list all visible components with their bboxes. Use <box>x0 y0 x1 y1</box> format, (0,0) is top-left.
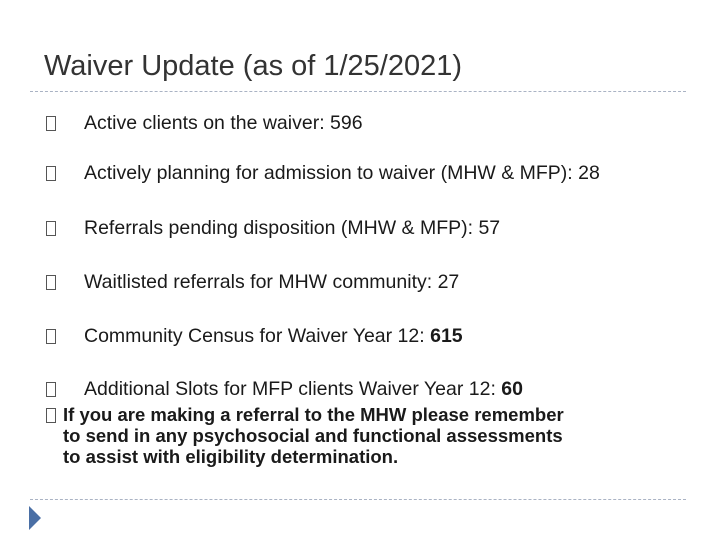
bullet-box-icon <box>46 166 56 181</box>
bullet-text <box>84 378 523 401</box>
title-divider <box>30 91 686 92</box>
bullet-value: 60 <box>501 378 523 400</box>
bullet-text: Active clients on the waiver: 596 <box>84 112 363 134</box>
bullet-box-icon <box>46 116 56 131</box>
note-line: If you are making a referral to the MHW please remember <box>63 404 564 425</box>
bullet-text: Waitlisted referrals for MHW community: 27 <box>84 271 460 293</box>
bullet-box-icon <box>46 408 56 423</box>
slide-title: Waiver Update (as of 1/25/2021) <box>44 50 463 82</box>
footer-divider <box>30 499 686 500</box>
bullet-box-icon <box>46 275 56 290</box>
bullet-box-icon <box>46 221 56 236</box>
bullet-box-icon <box>46 382 56 397</box>
bullet-text: Actively planning for admission to waiver (MHW & MFP): 28 <box>84 162 600 184</box>
bullet-value: 615 <box>430 325 463 347</box>
bullet-text: Referrals pending disposition (MHW & MFP): 57 <box>84 217 501 239</box>
bullet-text <box>84 325 463 348</box>
note-line: to send in any psychosocial and functional assessments <box>63 425 563 446</box>
triangle-marker-icon <box>28 505 42 531</box>
bullet-label: Community Census for Waiver Year 12: <box>84 325 431 347</box>
referral-note <box>63 404 683 467</box>
bullet-box-icon <box>46 329 56 344</box>
bullet-label: Additional Slots for MFP clients Waiver Year 12: <box>84 378 502 400</box>
note-line: to assist with eligibility determination. <box>63 446 399 467</box>
